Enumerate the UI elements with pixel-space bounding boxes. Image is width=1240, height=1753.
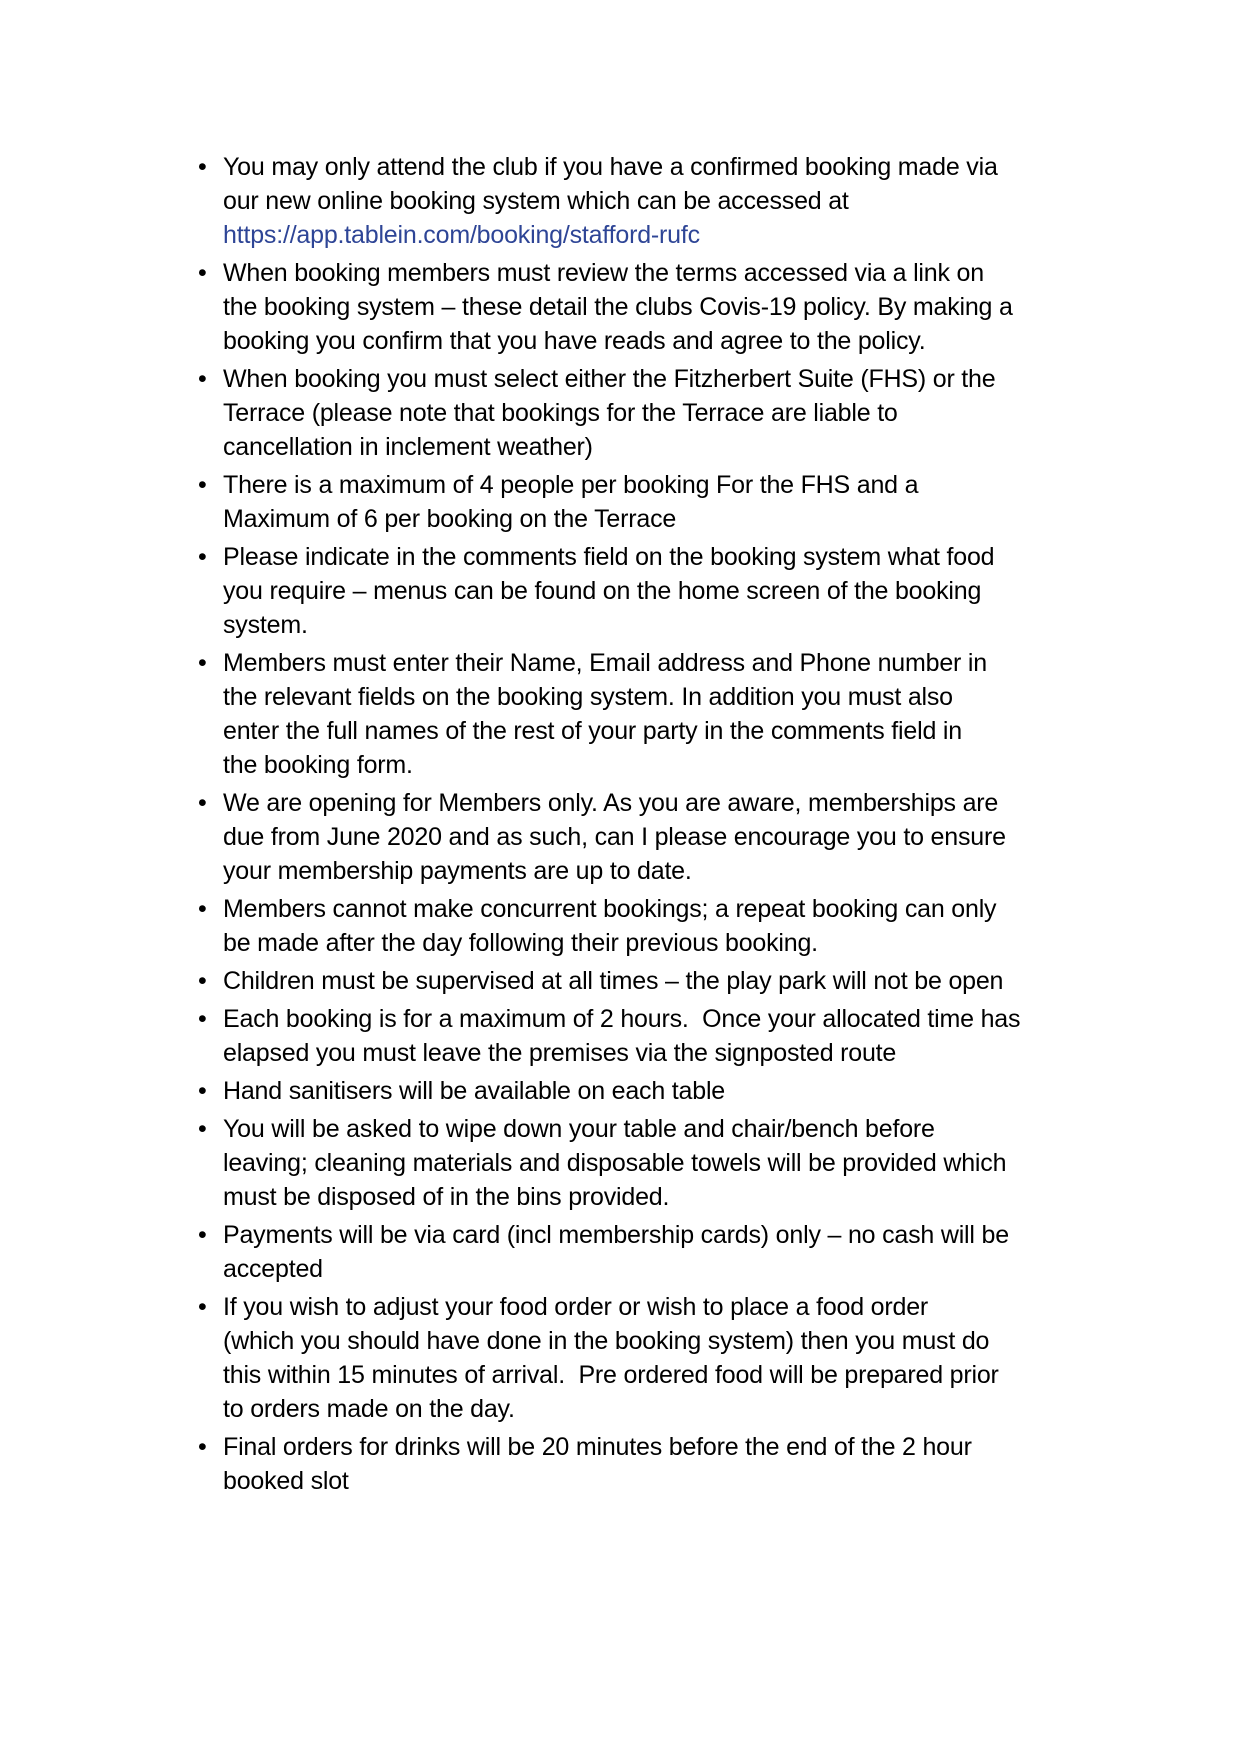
list-item <box>196 964 1200 998</box>
list-item <box>196 1112 1200 1214</box>
bullet-text-line: the booking system – these detail the clubs Covis-19 policy. By making a <box>223 293 1013 321</box>
list-item <box>196 1002 1200 1070</box>
bullet-text-line: • Payments will be via card (incl membership cards) only – no cash will be <box>223 1221 1009 1249</box>
bullet-text-line: Maximum of 6 per booking on the Terrace <box>223 505 677 533</box>
list-item <box>196 468 1200 536</box>
bullet-text-line: must be disposed of in the bins provided. <box>223 1183 670 1211</box>
bullet-text-line: elapsed you must leave the premises via the signposted route <box>223 1039 897 1067</box>
bullet-text-line: • Hand sanitisers will be available on each table <box>223 1077 726 1105</box>
bullet-text-line: booking you confirm that you have reads and agree to the policy. <box>223 327 926 355</box>
list-item <box>196 1074 1200 1108</box>
bullet-text-line: this within 15 minutes of arrival. Pre ordered food will be prepared prior <box>223 1361 999 1389</box>
bullet-text-line: • Members cannot make concurrent bookings; a repeat booking can only <box>223 895 997 923</box>
list-item <box>196 1218 1200 1286</box>
booking-link[interactable]: https://app.tablein.com/booking/stafford-rufc <box>223 221 700 249</box>
list-item <box>196 1290 1200 1426</box>
bullet-text-line: • You will be asked to wipe down your table and chair/bench before <box>223 1115 935 1143</box>
bullet-text-line: • If you wish to adjust your food order or wish to place a food order <box>223 1293 929 1321</box>
bullet-text-line: • When booking members must review the terms accessed via a link on <box>223 259 984 287</box>
bullet-text-line: you require – menus can be found on the home screen of the booking <box>223 577 982 605</box>
bullet-text-line: • Children must be supervised at all times – the play park will not be open <box>223 967 1004 995</box>
bullet-text-line: to orders made on the day. <box>223 1395 515 1423</box>
bullet-text-line: • When booking you must select either the Fitzherbert Suite (FHS) or the <box>223 365 996 393</box>
bullet-text-line: • Final orders for drinks will be 20 minutes before the end of the 2 hour <box>223 1433 972 1461</box>
bullet-text-line: due from June 2020 and as such, can I please encourage you to ensure <box>223 823 1006 851</box>
bullet-text-line: • You may only attend the club if you have a confirmed booking made via <box>223 153 998 181</box>
bullet-text-line: booked slot <box>223 1467 349 1495</box>
list-item <box>196 150 1200 252</box>
bullet-text-line: system. <box>223 611 308 639</box>
list-item <box>196 256 1200 358</box>
bullet-text-line: • Each booking is for a maximum of 2 hours. Once your allocated time has <box>223 1005 1021 1033</box>
bullet-text-line: enter the full names of the rest of your party in the comments field in <box>223 717 962 745</box>
list-item <box>196 540 1200 642</box>
bullet-text-line: the relevant fields on the booking system. In addition you must also <box>223 683 953 711</box>
list-item <box>196 892 1200 960</box>
bullet-text-line: our new online booking system which can be accessed at <box>223 187 849 215</box>
bullet-text-line: (which you should have done in the booking system) then you must do <box>223 1327 990 1355</box>
bullet-text-line: • Please indicate in the comments field on the booking system what food <box>223 543 995 571</box>
list-item <box>196 786 1200 888</box>
list-item <box>196 362 1200 464</box>
list-item <box>196 646 1200 782</box>
bullet-text-line: Terrace (please note that bookings for the Terrace are liable to <box>223 399 898 427</box>
bullet-text-line: cancellation in inclement weather) <box>223 433 593 461</box>
list-item <box>196 1430 1200 1498</box>
bullet-text-line: • There is a maximum of 4 people per booking For the FHS and a <box>223 471 919 499</box>
bullet-text-line: • We are opening for Members only. As you are aware, memberships are <box>223 789 999 817</box>
bullet-text-line: • Members must enter their Name, Email address and Phone number in <box>223 649 987 677</box>
bullet-text-line: accepted <box>223 1255 323 1283</box>
bullet-text-line: the booking form. <box>223 751 413 779</box>
bullet-text-line: your membership payments are up to date. <box>223 857 692 885</box>
bullet-text-line: leaving; cleaning materials and disposable towels will be provided which <box>223 1149 1007 1177</box>
bullet-text-line: be made after the day following their previous booking. <box>223 929 818 957</box>
